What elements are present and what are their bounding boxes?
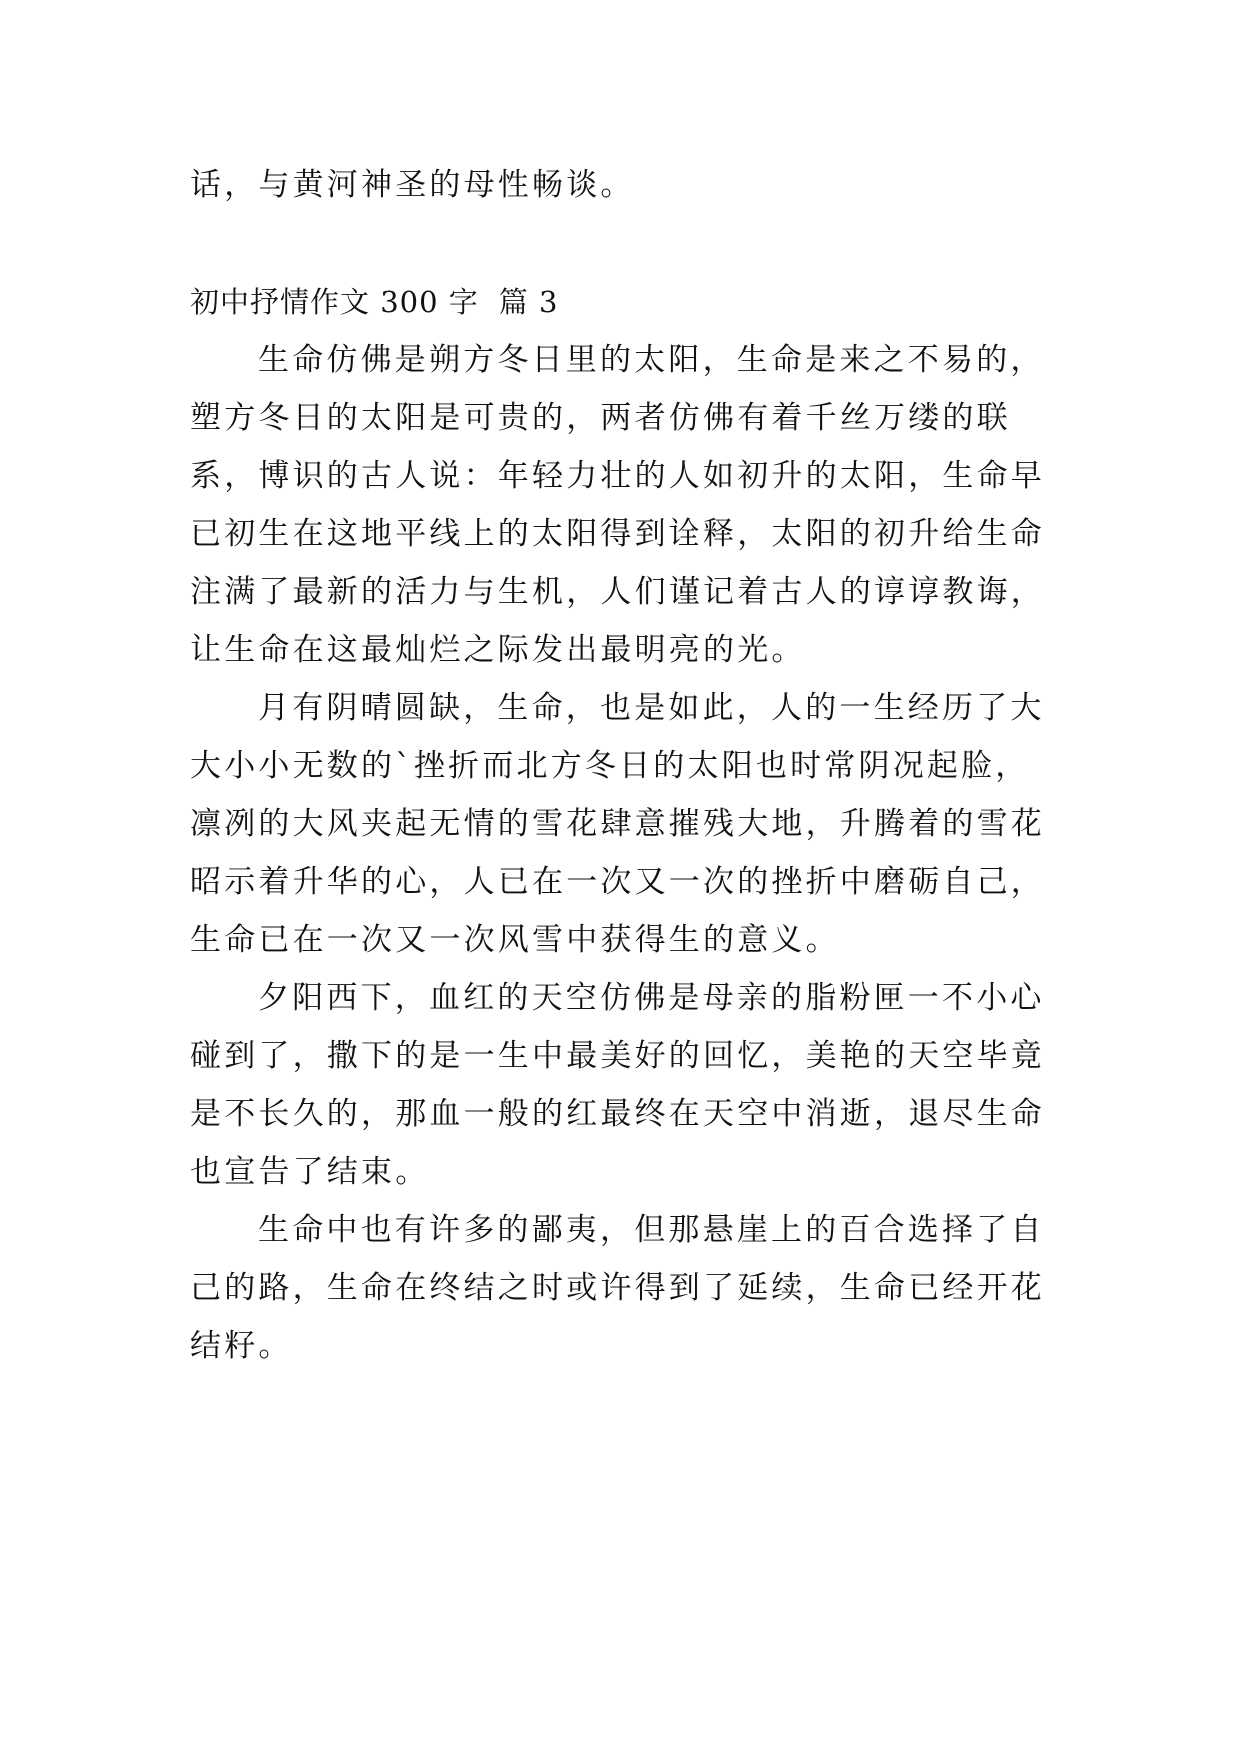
paragraph-2: 月有阴晴圆缺，生命，也是如此，人的一生经历了大大小小无数的`挫折而北方冬日的太阳也时常阴况起脸，凛冽的大风夹起无情的雪花肆意摧残大地，升腾着的雪花昭示着升华的心，人已在一次又一次的挫折中磨砺自己，生命已在一次又一次风雪中获得生的意义。 (190, 690, 1045, 958)
continued-text-line: 话，与黄河神圣的母性畅谈。 (190, 167, 635, 203)
paragraph-3: 夕阳西下，血红的天空仿佛是母亲的脂粉匣一不小心碰到了，撒下的是一生中最美好的回忆，美艳的天空毕竟是不长久的，那血一般的红最终在天空中消逝，退尽生命也宣告了结束。 (190, 980, 1045, 1190)
essay-body (190, 331, 1052, 1375)
section-heading (190, 273, 558, 331)
paragraph-4: 生命中也有许多的鄙夷，但那悬崖上的百合选择了自己的路，生命在终结之时或许得到了延续，生命已经开花结籽。 (190, 1212, 1045, 1364)
paragraph-1: 生命仿佛是朔方冬日里的太阳，生命是来之不易的，塑方冬日的太阳是可贵的，两者仿佛有着千丝万缕的联系，博识的古人说：年轻力壮的人如初升的太阳，生命早已初生在这地平线上的太阳得到诠释，太阳的初升给生命注满了最新的活力与生机，人们谨记着古人的谆谆教诲，让生命在这最灿烂之际发出最明亮的光。 (190, 342, 1045, 668)
heading-section-number: 篇 3 (498, 285, 559, 319)
heading-title: 初中抒情作文 300 字 (190, 285, 479, 319)
